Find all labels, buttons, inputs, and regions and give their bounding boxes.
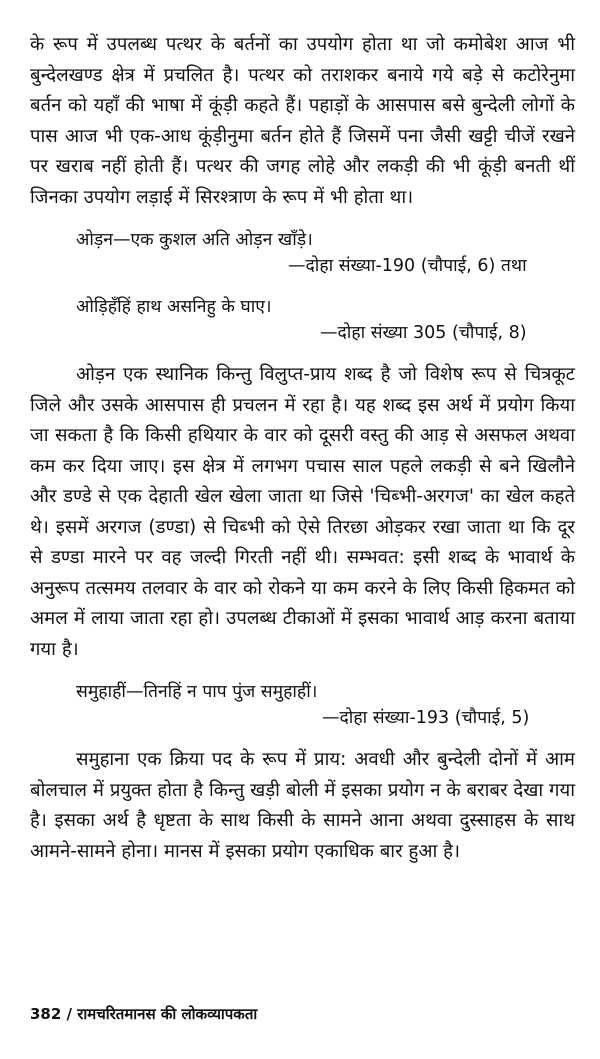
paragraph-stone-vessels: के रूप में उपलब्ध पत्थर के बर्तनों का उपयोग होता था जो कमोबेश आज भी बुन्देलखण्ड क्षेत्र में प्रचलित है। पत्थर को तराशकर बनाये गये बड़े से कटोरेनुमा बर्तन को यहाँ की भाषा में कूंड़ी कहते हैं। पहाड़ों के आसपास बसे बुन्देली लोगों के पास आज भी एक-आध कूंड़ीनुमा बर्तन होते हैं जिसमें पना जैसी खट्टी चीजें रखने पर खराब नहीं होती हैं। पत्थर की जगह लोहे और लकड़ी की भी कूंड़ी बनती थीं जिनका उपयोग लड़ाई में सिरश्त्राण के रूप में भी होता था।: [30, 34, 575, 208]
quote-odihahi: [30, 294, 575, 346]
verse-odan: ओड़न—एक कुशल अति ओड़न खाँड़े।: [76, 230, 313, 250]
reference-doha-193: —दोहा संख्या-193 (चौपाई, 5): [322, 708, 530, 728]
page-body: [30, 30, 575, 867]
quote-samuhahi: [30, 679, 575, 731]
reference-doha-305: —दोहा संख्या 305 (चौपाई, 8): [320, 323, 527, 343]
quote-odan: [30, 227, 575, 279]
paragraph-samuhana-meaning: समुहाना एक क्रिया पद के रूप में प्राय: अवधी और बुन्देली दोनों में आम बोलचाल में प्रयुक्त होता है किन्तु खड़ी बोली में इसका प्रयोग न के बराबर देखा गया है। इसका अर्थ है धृष्टता के साथ किसी के सामने आना अथवा दुस्साहस के साथ आमने-सामने होना। मानस में इसका प्रयोग एकाधिक बार हुआ है।: [30, 749, 575, 862]
reference-doha-190: —दोहा संख्या-190 (चौपाई, 6) तथा: [288, 256, 527, 276]
paragraph-odan-meaning: ओड़न एक स्थानिक किन्तु विलुप्त-प्राय शब्द है जो विशेष रूप से चित्रकूट जिले और उसके आसपास ही प्रचलन में रहा है। यह शब्द इस अर्थ में प्रयोग किया जा सकता है कि किसी हथियार के वार को दूसरी वस्तु की आड़ से असफल अथवा कम कर दिया जाए। इस क्षेत्र में लगभग पचास साल पहले लकड़ी से बने खिलौने और डण्डे से एक देहाती खेल खेला जाता था जिसे 'चिब्भी-अरगज' का खेल कहते थे। इसमें अरगज (डण्डा) से चिब्भी को ऐसे तिरछा ओड़कर रखा जाता था कि दूर से डण्डा मारने पर वह जल्दी गिरती नहीं थी। सम्भवत: इसी शब्द के भावार्थ के अनुरूप तत्समय तलवार के वार को रोकने या कम करने के लिए किसी हिकमत को अमल में लाया जाता रहा हो। उपलब्ध टीकाओं में इसका भावार्थ आड़ करना बताया गया है।: [30, 364, 575, 660]
verse-odihahi: ओड़िहँहिं हाथ असनिहु के घाए।: [76, 297, 272, 317]
page-footer: 382 / रामचरितमानस की लोकव्यापकता: [30, 1005, 258, 1023]
verse-samuhahi: समुहाहीं—तिनहिं न पाप पुंज समुहाहीं।: [76, 682, 318, 702]
